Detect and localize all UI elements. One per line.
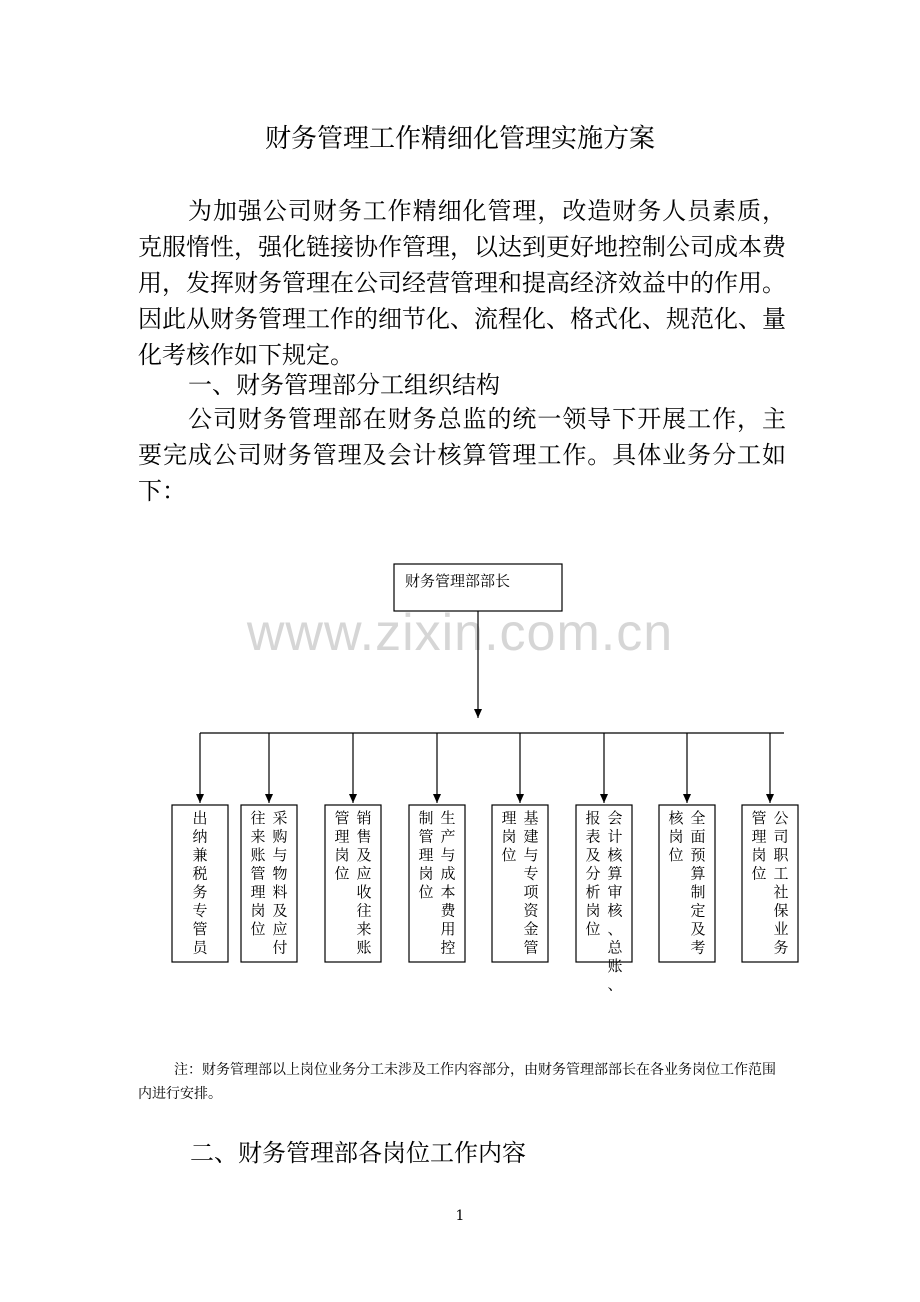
position-label: 基建与专项资金管 bbox=[523, 809, 539, 957]
position-label: 公司职工社保业务 bbox=[773, 809, 789, 957]
position-boxes bbox=[172, 733, 798, 994]
position-box bbox=[325, 805, 381, 962]
position-label: 采购与物料及应付 bbox=[272, 809, 288, 957]
position-label: 报表及分析岗位 bbox=[585, 809, 601, 938]
position-box bbox=[576, 805, 632, 962]
position-label: 理岗位 bbox=[501, 809, 517, 864]
position-label: 销售及应收往来账 bbox=[356, 809, 372, 957]
position-label: 管理岗位 bbox=[751, 809, 767, 883]
section1-heading: 一、财务管理部分工组织结构 bbox=[188, 371, 500, 399]
root-label: 财务管理部部长 bbox=[405, 572, 511, 590]
position-box bbox=[659, 805, 715, 962]
position-box bbox=[241, 805, 297, 962]
position-box bbox=[409, 805, 465, 962]
position-label: 往来账管理岗位 bbox=[250, 809, 266, 938]
page-title: 财务管理工作精细化管理实施方案 bbox=[264, 124, 655, 154]
section1-paragraph: 公司财务管理部在财务总监的统一领导下开展工作，主要完成公司财务管理及会计核算管理工作。具体业务分工如下： bbox=[138, 405, 786, 505]
position-label: 制管理岗位 bbox=[418, 809, 434, 901]
position-label: 管理岗位 bbox=[334, 809, 350, 883]
position-label: 会计核算审核、总账、 bbox=[607, 809, 623, 994]
position-box bbox=[742, 805, 798, 962]
watermark: www.zixin.com.cn bbox=[246, 604, 674, 662]
chart-note: 注：财务管理部以上岗位业务分工未涉及工作内容部分，由财务管理部部长在各业务岗位工作范围内进行安排。 bbox=[138, 1062, 776, 1102]
position-label: 生产与成本费用控 bbox=[440, 809, 456, 957]
section2-heading: 二、财务管理部各岗位工作内容 bbox=[190, 1139, 526, 1167]
intro-paragraph: 为加强公司财务工作精细化管理，改造财务人员素质，克服惰性，强化链接协作管理，以达到更好地控制公司成本费用，发挥财务管理在公司经营管理和提高经济效益中的作用。因此从财务管理工作的细节化、流程化、格式化、规范化、量化考核作如下规定。 bbox=[138, 197, 786, 369]
position-label: 出纳兼税务专管员 bbox=[192, 809, 208, 957]
page-number: 1 bbox=[455, 1208, 465, 1224]
position-label: 核岗位 bbox=[668, 809, 684, 864]
position-label: 全面预算制定及考 bbox=[690, 809, 706, 957]
position-box bbox=[492, 805, 548, 962]
